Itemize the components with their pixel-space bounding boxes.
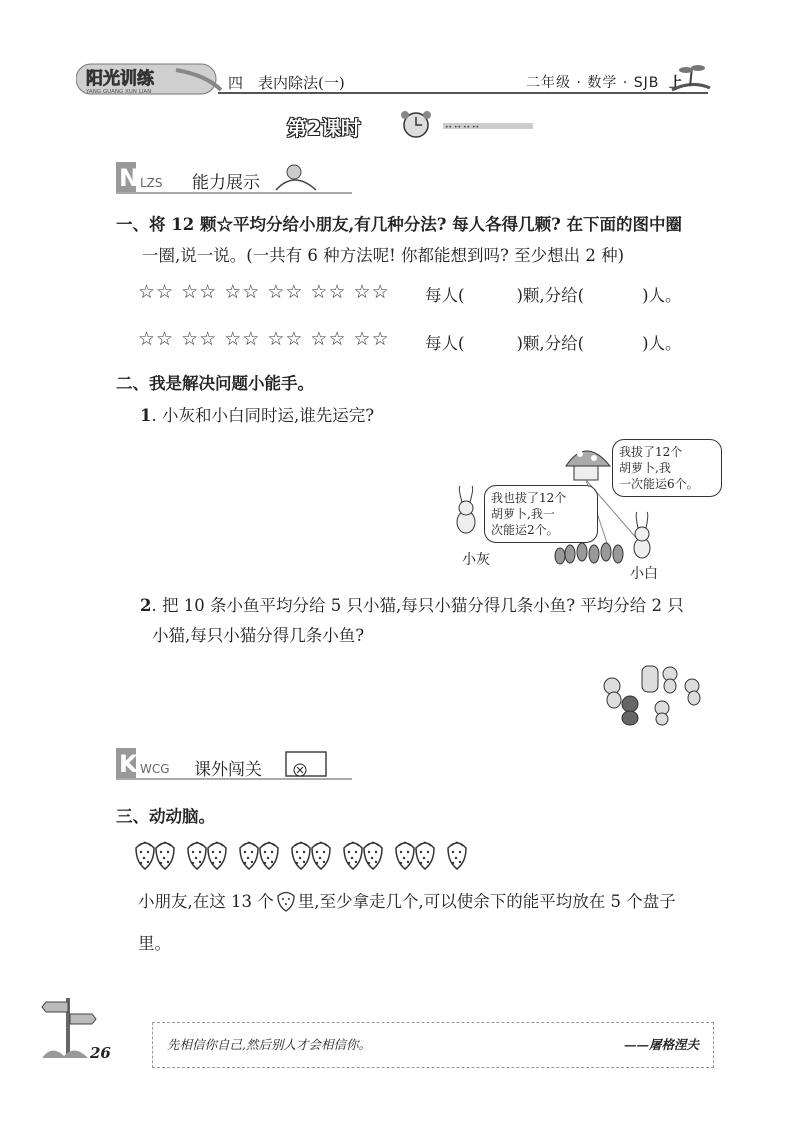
banner-code: WCG: [140, 762, 170, 776]
strawberry-row: [132, 838, 472, 872]
quote-text: 先相信你自己,然后别人才会相信你。: [167, 1037, 371, 1052]
strawberry-icon: [156, 842, 174, 869]
q3-text-part2: 里,至少拿走几个,可以使余下的能平均放在 5 个盘子: [297, 892, 676, 911]
strawberry-icon: [396, 842, 414, 869]
strawberry-icon: [274, 890, 298, 912]
strawberry-icon: [260, 842, 278, 869]
q2-heading: 二、我是解决问题小能手。: [116, 374, 314, 393]
page-number: 26: [90, 1044, 111, 1062]
quote-author: ——屠格涅夫: [623, 1037, 699, 1052]
strawberry-icon: [240, 842, 258, 869]
grade-subject: [526, 72, 684, 92]
bubble-line: 我也拔了12个: [491, 491, 567, 505]
sunshine-training-logo: [76, 62, 226, 96]
bubble-line: 一次能运6个。: [619, 477, 699, 491]
q2-2-text-line2: 小猫,每只小猫分得几条小鱼?: [152, 626, 365, 645]
label-xiaohui: 小灰: [462, 552, 490, 568]
strawberry-icon: [364, 842, 382, 869]
banner-letter: N: [119, 164, 140, 192]
q1-text-line2: 一圈,说一说。(一共有 6 种方法呢! 你都能想到吗? 至少想出 2 种): [142, 246, 625, 265]
star-row-1: ☆☆ ☆☆ ☆☆ ☆☆ ☆☆ ☆☆: [138, 281, 390, 303]
banner-code: LZS: [140, 176, 163, 190]
fill-label-each: 每人(: [425, 286, 465, 305]
lesson-title: 第2课时: [287, 116, 361, 140]
q2-2-text-line1: [140, 594, 684, 618]
q2-1-text: [140, 404, 374, 428]
speech-bubble-xiaobai: [612, 439, 722, 497]
q2-2-number: 2: [140, 596, 152, 615]
volume-tag: 上: [668, 75, 684, 91]
banner-letter: K: [119, 750, 138, 778]
fill-label-each: 每人(: [425, 334, 465, 353]
fill-label-give: )颗,分给(: [516, 286, 585, 305]
bubble-line: 次能运2个。: [491, 523, 559, 537]
fill-blank-row-2: [425, 332, 682, 356]
label-xiaobai: 小白: [630, 566, 658, 582]
fill-label-give: )颗,分给(: [516, 334, 585, 353]
q3-text-line1: [138, 890, 676, 914]
plant-icon: [668, 58, 714, 94]
quote-box: [152, 1022, 714, 1068]
fill-label-people: )人。: [642, 334, 682, 353]
strawberry-icon: [208, 842, 226, 869]
q1-text-line1: 一、将 12 颗☆平均分给小朋友,有几种分法? 每人各得几颗? 在下面的图中圈: [116, 215, 683, 234]
strawberry-icon: [416, 842, 434, 869]
extracurricular-section-title: 课外闯关: [194, 760, 262, 780]
logo-subtext: YANG GUANG XUN LIAN: [86, 89, 152, 95]
bubble-line: 胡萝卜,我: [619, 461, 671, 475]
bubble-line: 胡萝卜,我一: [491, 507, 555, 521]
svg-text:•• •• •• ••: •• •• •• ••: [445, 124, 480, 131]
q3-text-part1: 小朋友,在这 13 个: [138, 892, 274, 911]
q3-text-line2: 里。: [138, 934, 171, 953]
ability-section-title: 能力展示: [192, 173, 260, 193]
q2-1-number: 1: [140, 406, 152, 425]
strawberry-icon: [136, 842, 154, 869]
strawberry-icon: [344, 842, 362, 869]
strawberry-icon: [188, 842, 206, 869]
strawberry-icon: [448, 842, 466, 869]
bubble-line: 我拔了12个: [619, 445, 683, 459]
grade-text: 二年级 · 数学 · SJB: [526, 75, 660, 91]
unit-title: 四 表内除法(一): [228, 74, 345, 92]
q2-2-question: . 把 10 条小鱼平均分给 5 只小猫,每只小猫分得几条小鱼? 平均分给 2 只: [151, 596, 684, 615]
logo-text: 阳光训练: [86, 69, 154, 89]
cats-fish-illustration: [598, 656, 714, 726]
fill-label-people: )人。: [642, 286, 682, 305]
speech-bubble-xiaohui: [484, 485, 598, 543]
fill-blank-row-1: [425, 284, 682, 308]
q2-1-question: . 小灰和小白同时运,谁先运完?: [151, 406, 375, 425]
star-row-2: ☆☆ ☆☆ ☆☆ ☆☆ ☆☆ ☆☆: [138, 328, 390, 350]
strawberry-icon: [312, 842, 330, 869]
q3-heading: 三、动动脑。: [116, 807, 215, 826]
strawberry-icon: [292, 842, 310, 869]
